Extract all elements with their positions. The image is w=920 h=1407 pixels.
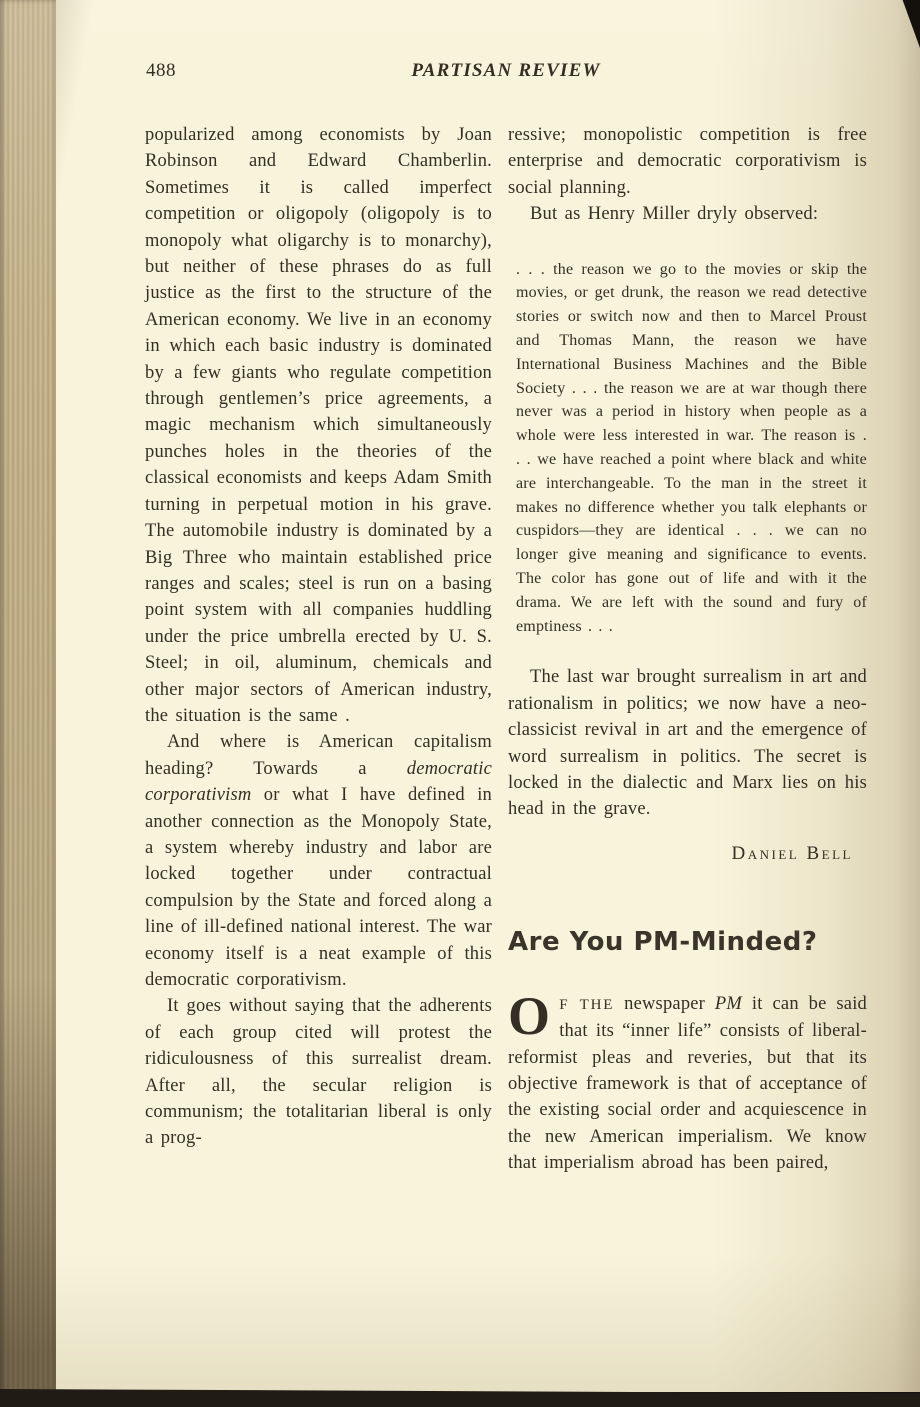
paragraph: The last war brought surrealism in art and rationalism in politics; we now have a neo-classicist revival in art and the emergence of word surrealism in politics. The secret is locked in the dialectic and Marx lies on his head in the grave.: [508, 667, 867, 820]
article-heading: Are You PM-Minded?: [508, 926, 818, 957]
lead-small-caps: F THE: [559, 996, 615, 1013]
page-header: [145, 60, 867, 86]
drop-cap: O: [508, 985, 551, 1046]
text-columns: [145, 122, 867, 1177]
article-opening-text: newspaper PM it can be said that its “inner life” consists of liberal-reformist pleas and reveries, but that its objective framework is that of acceptance of the existing social order and acquiescence in the new American imperialism. We know that imperialism abroad has been paired,: [508, 993, 867, 1174]
paragraph: It goes without saying that the adherents of each group cited will protest the ridiculousness of this surrealist dream. After all, the secular religion is communism; the totalitarian liberal is only a prog-: [145, 996, 492, 1149]
paragraph: popularized among economists by Joan Robinson and Edward Chamberlin. Sometimes it is called imperfect competition or oligopoly (oligopoly is to monopoly what oligarchy is to monarchy), but neither of these phrases do as full justice as the first to the structure of the American economy. We live in an economy in which each basic industry is dominated by a few giants who regulate competition through gentlemen’s price agreements, a magic mechanism which simultaneously punches holes in the theories of the classical economists and keeps Adam Smith turning in perpetual motion in his grave. The automobile industry is dominated by a Big Three who maintain established price ranges and scales; steel is run on a basing point system with all companies huddling under the price umbrella erected by U. S. Steel; in oil, aluminum, chemicals and other major sectors of American industry, the situation is the same .: [145, 125, 492, 726]
page-number: 488: [146, 60, 176, 81]
author-signature: Daniel Bell: [731, 842, 853, 864]
henry-miller-quote: . . . the reason we go to the movies or skip the movies, or get drunk, the reason we read detective stories or switch now and then to Marcel Proust and Thomas Mann, the reason we have International Business Machines and the Bible Society . . . the reason we are at war though there never was a period in history when people as a whole were less interested in war. The reason is . . . we have reached a point where black and white are interchangeable. To the man in the street it makes no difference whether you talk elephants or cuspidors—they are identical . . . we can no longer give meaning and significance to events. The color has gone out of life and with it the drama. We are left with the sound and fury of emptiness . . .: [516, 260, 867, 635]
paragraph: And where is American capitalism heading? Towards a democratic corporativism or what I have defined in another connection as the Monopoly State, a system whereby industry and labor are locked together under contractual compulsion by the State and forced along a line of ill-defined national interest. The war economy itself is a neat example of this democratic corporativism.: [145, 732, 492, 990]
paragraph: ressive; monopolistic competition is free enterprise and democratic corporativism is social planning.: [508, 125, 867, 198]
paragraph: But as Henry Miller dryly observed:: [530, 204, 819, 225]
article-opening-paragraph: [508, 985, 867, 1177]
right-column: [508, 122, 867, 1177]
journal-title: PARTISAN REVIEW: [411, 60, 601, 81]
magazine-page: [56, 0, 920, 1392]
page-content: [145, 60, 867, 1177]
left-column: [145, 122, 492, 1152]
book-page-edge-stack: [0, 0, 62, 1396]
